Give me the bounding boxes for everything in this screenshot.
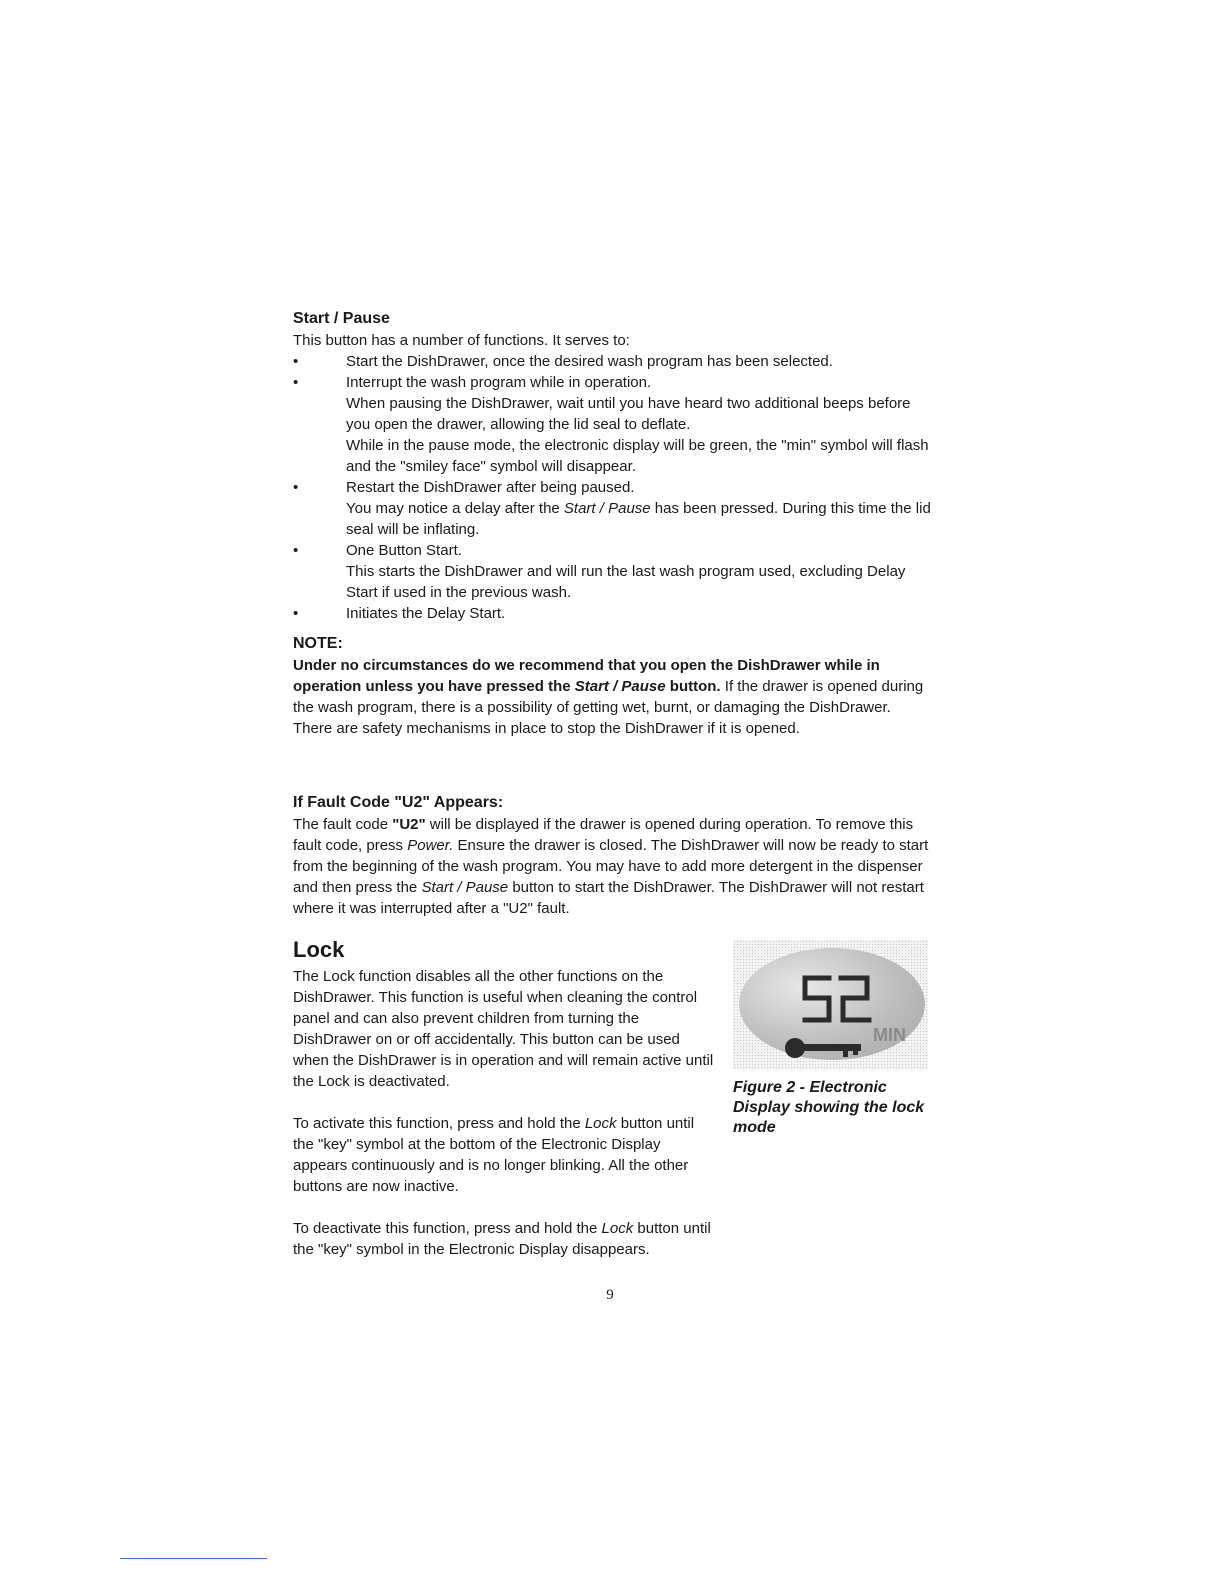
electronic-display-image (733, 940, 928, 1070)
start-pause-section (293, 308, 933, 624)
note-text: Under no circumstances do we recommend that you open the DishDrawer while in operation unless you have pressed the Start / Pause button. If the drawer is opened during the wash program, there is a possibility of getting wet, burnt, or damaging the DishDrawer. There are safety mechanisms in place to stop the DishDrawer if it is opened. (293, 657, 924, 737)
start-pause-heading: Start / Pause (293, 310, 390, 327)
lock-paragraph-3: To deactivate this function, press and hold the Lock button until the "key" symbol in the Electronic Display disappears. (293, 1220, 711, 1258)
list-item-detail: This starts the DishDrawer and will run the last wash program used, excluding Delay Start if used in the previous wash. (346, 563, 906, 601)
list-item-detail: While in the pause mode, the electronic display will be green, the "min" symbol will flash and the "smiley face" symbol will disappear. (346, 437, 929, 475)
figure-caption: Figure 2 - Electronic Display showing the lock mode (733, 1079, 925, 1136)
page-number: 9 (606, 1287, 614, 1303)
list-item: • Start the DishDrawer, once the desired wash program has been selected. (293, 351, 933, 372)
lock-paragraph-2: To activate this function, press and hold the Lock button until the "key" symbol at the bottom of the Electronic Display appears continuously and is no longer blinking. All the other buttons are now inactive. (293, 1115, 695, 1195)
footnote-rule (120, 1558, 267, 1559)
fault-code-section (293, 792, 933, 919)
list-item-detail: You may notice a delay after the Start / Pause has been pressed. During this time the lid seal will be inflating. (346, 500, 931, 538)
list-item: • One Button Start. This starts the DishDrawer and will run the last wash program used, excluding Delay Start if used in the previous wash. (293, 540, 933, 603)
start-pause-intro: This button has a number of functions. It serves to: (293, 332, 630, 349)
figure-electronic-display (733, 940, 928, 1138)
fault-code-text: The fault code "U2" will be displayed if the drawer is opened during operation. To remove this fault code, press Power. Ensure the drawer is closed. The DishDrawer will now be ready to start from the beginning of the wash program. You may have to add more detergent in the dispenser and then press the Start / Pause button to start the DishDrawer. The DishDrawer will not restart where it was interrupted after a "U2" fault. (293, 816, 929, 917)
display-unit-text: MIN (873, 1025, 906, 1045)
note-section (293, 633, 933, 739)
display-readout (733, 940, 928, 1070)
list-item: • Restart the DishDrawer after being paused. You may notice a delay after the Start / Pause has been pressed. During this time the lid seal will be inflating. (293, 477, 933, 540)
fault-code-heading: If Fault Code "U2" Appears: (293, 794, 504, 811)
lock-paragraph-1: The Lock function disables all the other functions on the DishDrawer. This function is useful when cleaning the control panel and can also prevent children from turning the DishDrawer on or off accidentally. This button can be used when the DishDrawer is in operation and will remain active until the Lock is deactivated. (293, 968, 714, 1090)
list-item: • Initiates the Delay Start. (293, 603, 933, 624)
list-item: • Interrupt the wash program while in operation. When pausing the DishDrawer, wait until you have heard two additional beeps before you open the drawer, allowing the lid seal to deflate. While in the pause mode, the electronic display will be green, the "min" symbol will flash and the "smiley face" symbol will disappear. (293, 372, 933, 477)
lock-section (293, 936, 718, 1260)
lock-heading: Lock (293, 937, 345, 962)
seven-segment-digits (805, 978, 869, 1020)
list-item-detail: When pausing the DishDrawer, wait until you have heard two additional beeps before you open the drawer, allowing the lid seal to deflate. (346, 395, 911, 433)
key-icon (785, 1038, 861, 1058)
note-label: NOTE: (293, 635, 343, 652)
start-pause-function-list (293, 351, 933, 624)
